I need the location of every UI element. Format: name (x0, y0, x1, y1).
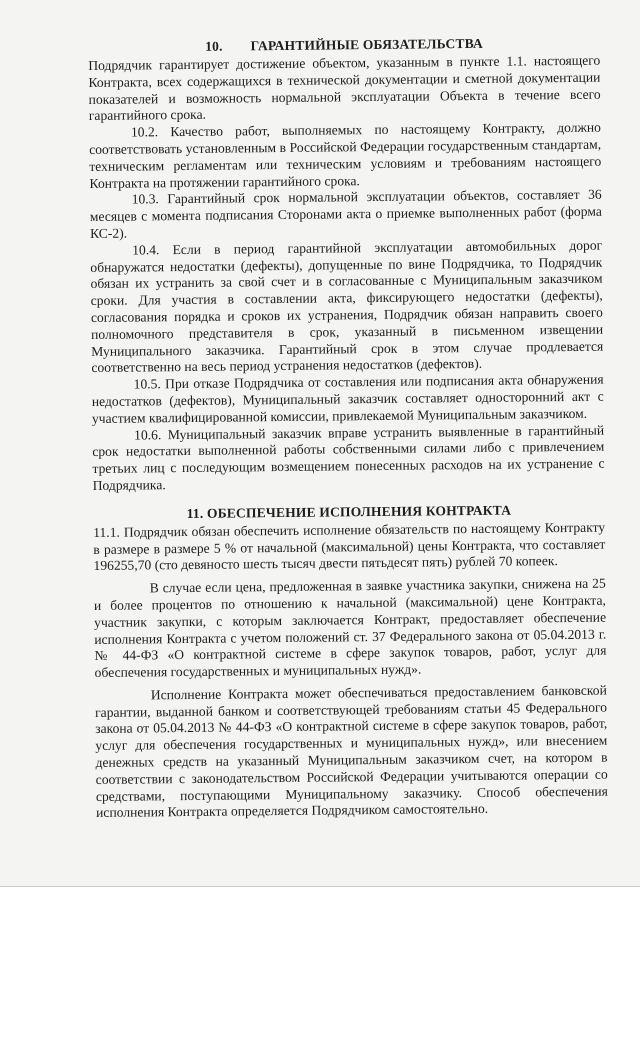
section-11-heading: 11. ОБЕСПЕЧЕНИЕ ИСПОЛНЕНИЯ КОНТРАКТА (186, 502, 512, 521)
section-10-title: ГАРАНТИЙНЫЕ ОБЯЗАТЕЛЬСТВА (250, 35, 484, 54)
paragraph-10-4: 10.4. Если в период гарантийной эксплуатации автомобильных дорог обнаружатся недостатки (дефекты), допущенные по вине Подрядчика, то Подрядчик обязан их устранить за свой счет и в согласованные с Муниципальным заказчиком сроки. Для участия в составлении акта, фиксирующего недостатки (дефекты), согласования порядка и сроков их устранения, Подрядчик обязан направить своего полномочного представителя в срок, указанный в письменном извещении Муниципального заказчика. Гарантийный срок в этом случае продлевается соответственно на весь период устранения недостатков (дефектов). (90, 237, 604, 376)
paragraph-11-1: 11.1. Подрядчик обязан обеспечить исполнение обязательств по настоящему Контракту в размере в размере 5 % от начальной (максимальной) цены Контракта, что составляет 196255,70 (сто девяносто шесть тысяч двести пятьдесят пять) рублей 70 копеек. (93, 519, 606, 574)
document-body (88, 35, 608, 823)
paragraph-10-3: 10.3. Гарантийный срок нормальной эксплуатации объектов, составляет 36 месяцев с момента подписания Сторонами акта о приемке выполненных работ (форма КС-2). (89, 187, 602, 241)
paragraph-10-6: 10.6. Муниципальный заказчик вправе устранить выявленные в гарантийный срок недостатки выполненной работы собственными силами либо с привлечением третьих лиц с последующим возмещением понесенных расходов на их устранение с Подрядчика. (92, 422, 605, 493)
paragraph-11-3: Исполнение Контракта может обеспечиваться предоставлением банковской гарантии, выданной банком и соответствующей требованиям статьи 45 Федерального закона от 05.04.2013 № 44-ФЗ «О контрактной системе в сфере закупок товаров, работ, услуг для обеспечения государственных и муниципальных нужд», или внесением денежных средств на указанный Муниципальным заказчиком счет, на котором в соответствии с законодательством Российской Федерации учитываются операции со средствами, поступающими Муниципальному заказчику. Способ обеспечения исполнения Контракта определяется Подрядчиком самостоятельно. (94, 682, 608, 821)
paragraph-10-2: 10.2. Качество работ, выполняемых по настоящему Контракту, должно соответствовать установленным в Российской Федерации государственным стандартам, техническим регламентам или техническим условиям и требованиям настоящего Контракта на протяжении гарантийного срока. (89, 119, 602, 191)
section-10-number: 10. (205, 38, 223, 54)
paragraph-10-5: 10.5. При отказе Подрядчика от составления или подписания акта обнаружения недостатков (дефектов), Муниципальный заказчик составляет односторонний акт с участием квалифицированной комиссии, привлекаемой Муниципальным заказчиком. (91, 371, 604, 426)
paragraph-10-1: Подрядчик гарантирует достижение объектом, указанным в пункте 1.1. настоящего Контракта, всех содержащихся в технической документации и сметной документации показателей и возможность нормальной эксплуатации Объекта в течение всего гарантийного срока. (88, 52, 601, 124)
paragraph-11-2: В случае если цена, предложенная в заявке участника закупки, снижена на 25 и более процентов по отношению к начальной (максимальной) цене Контракта, участник закупки, с которым заключается Контракт, предоставляет обеспечение исполнения Контракта с учетом положений ст. 37 Федерального закона от 05.04.2013 г. № 44-ФЗ «О контрактной системе в сфере закупок товаров, работ, услуг для обеспечения государственных и муниципальных нужд». (93, 575, 607, 681)
